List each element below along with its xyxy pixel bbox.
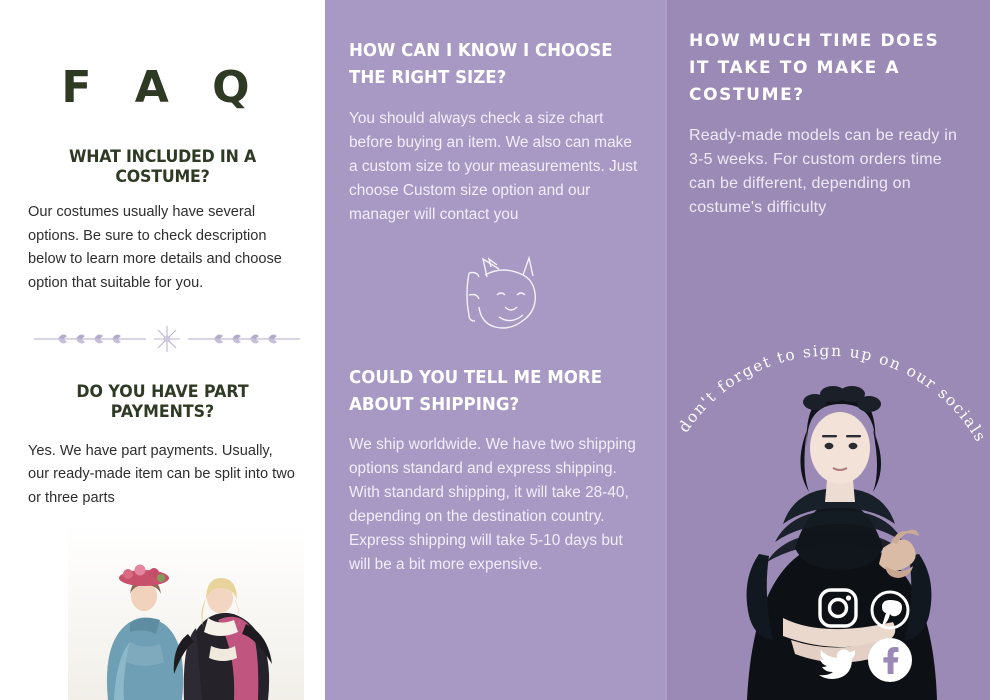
left-panel <box>0 0 325 700</box>
social-links[interactable] <box>812 586 972 686</box>
page-title: F A Q <box>61 62 264 113</box>
facebook-icon[interactable] <box>868 638 912 682</box>
panel-divider <box>665 0 667 700</box>
answer-shipping: We ship worldwide. We have two shipping options standard and express shipping. With standard shipping, it will take 28-40, depending on the destination country. Express shipping will take 5-10 days but will be a bit more expensive. <box>349 435 636 573</box>
answer-part-payments: Yes. We have part payments. Usually, our ready-made item can be split into two or three parts <box>28 442 295 506</box>
question-shipping: COULD YOU TELL ME MORE ABOUT SHIPPING? <box>349 368 603 415</box>
arc-socials-label: don't forget to sign up on our socials <box>674 341 990 446</box>
answer-what-included: Our costumes usually have several options. Be sure to check description below to learn more details and choose option that suitable for you. <box>28 204 282 291</box>
pinterest-icon[interactable] <box>868 588 912 632</box>
answer-right-size: You should always check a size chart before buying an item. We also can make a custom size to your measurements. Just choose Custom size option and our manager will contact you <box>349 110 638 224</box>
floral-divider-icon <box>28 322 306 356</box>
question-what-included: WHAT INCLUDED IN A COSTUME? <box>68 147 257 187</box>
question-right-size: HOW CAN I KNOW I CHOOSE THE RIGHT SIZE? <box>349 41 613 88</box>
instagram-icon[interactable] <box>816 586 860 630</box>
answer-time-to-make: Ready-made models can be ready in 3-5 weeks. For custom orders time can be different, depending on costume's difficulty <box>689 126 958 216</box>
middle-panel <box>325 0 665 700</box>
twitter-icon[interactable] <box>816 638 860 682</box>
fox-head-logo-icon <box>439 251 551 337</box>
right-panel <box>665 0 990 700</box>
cosplay-couple-photo <box>68 524 304 700</box>
question-part-payments: DO YOU HAVE PART PAYMENTS? <box>76 381 249 422</box>
question-time-to-make: HOW MUCH TIME DOES IT TAKE TO MAKE A COSTUME? <box>689 31 940 106</box>
